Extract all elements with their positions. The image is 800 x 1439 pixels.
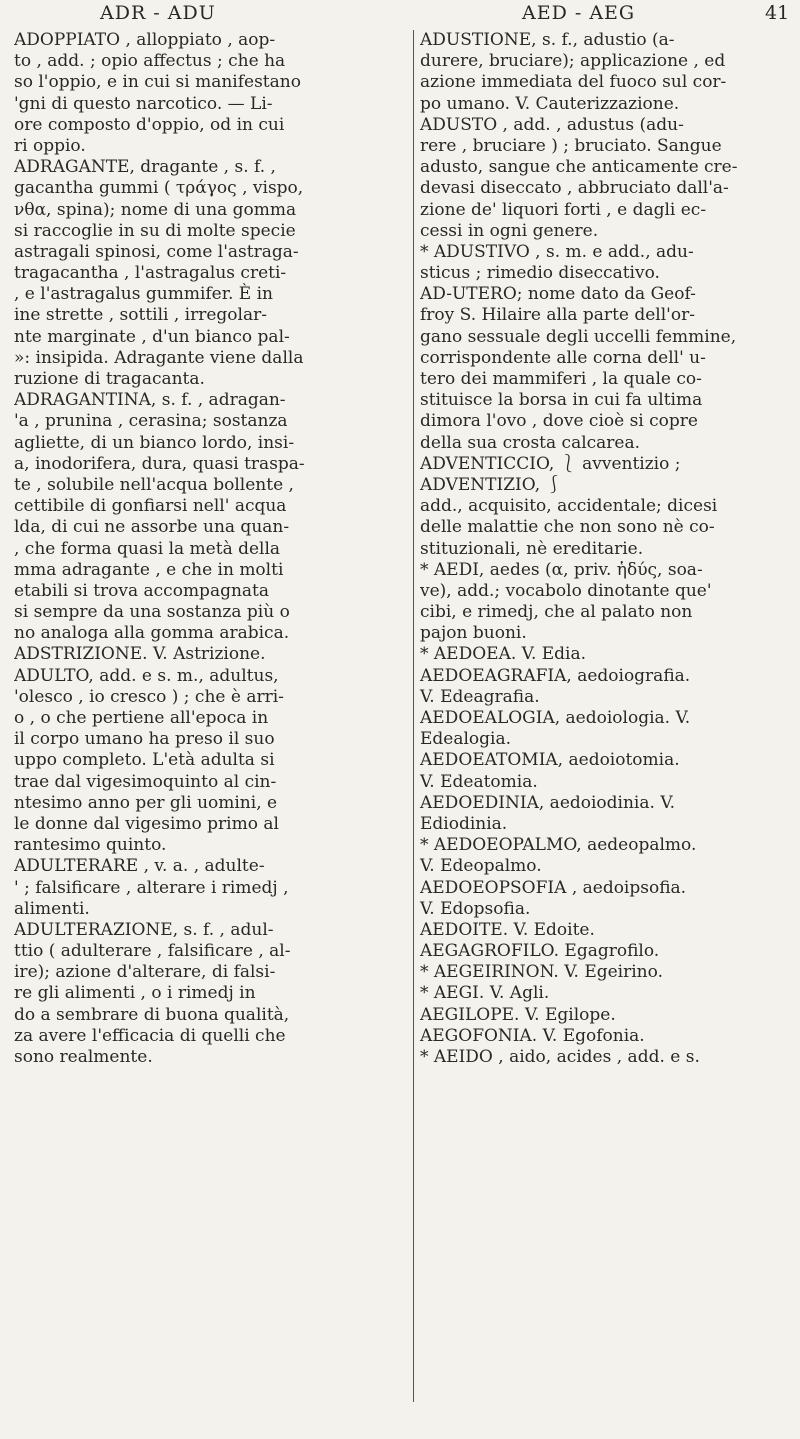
text-line: sono realmente. xyxy=(14,1047,153,1067)
text-line: nte marginate , d'un bianco pal- xyxy=(14,326,290,347)
text-line: delle malattie che non sono nè co- xyxy=(420,517,715,538)
text-line: AEGILOPE. V. Egilope. xyxy=(420,1004,616,1025)
text-line: te , solubile nell'acqua bollente , xyxy=(14,474,294,495)
text-line: »: insipida. Adragante viene dalla xyxy=(14,347,304,368)
text-line: 'gni di questo narcotico. — Li- xyxy=(14,93,273,114)
text-line: ' ; falsificare , alterare i rimedj , xyxy=(14,877,289,898)
text-line: no analoga alla gomma arabica. xyxy=(14,623,290,644)
text-line: AEDOEALOGIA, aedoiologia. V. xyxy=(420,708,691,728)
text-line: uppo completo. L'età adulta si xyxy=(14,750,275,771)
right-column xyxy=(420,30,790,1068)
text-line: durere, bruciare); applicazione , ed xyxy=(420,51,726,72)
text-line: AEGOFONIA. V. Egofonia. xyxy=(420,1025,645,1046)
text-line: ADULTERAZIONE, s. f. , adul- xyxy=(14,919,274,940)
text-line: ADRAGANTINA, s. f. , adragan- xyxy=(14,390,286,411)
text-line: * AEDI, aedes (α, priv. ἡδύς, soa- xyxy=(420,559,703,580)
text-line: froy S. Hilaire alla parte dell'or- xyxy=(420,305,695,326)
text-line: AEDOEAGRAFIA, aedoiografia. xyxy=(420,665,691,686)
text-line: stituisce la borsa in cui fa ultima xyxy=(420,390,703,411)
text-line: sticus ; rimedio diseccativo. xyxy=(420,263,660,284)
text-line: 'a , prunina , cerasina; sostanza xyxy=(14,411,288,432)
running-header-left: ADR - ADU xyxy=(100,2,216,24)
text-line: ri oppio. xyxy=(14,135,86,156)
left-column xyxy=(14,30,406,1068)
text-line: mma adragante , e che in molti xyxy=(14,559,284,580)
text-line: re gli alimenti , o i rimedj in xyxy=(14,983,256,1004)
text-line: ADVENTICCIO, ⎱ avventizio ; xyxy=(420,453,681,474)
text-line: * AEIDO , aido, acides , add. e s. xyxy=(420,1047,700,1067)
text-line: * AEDOEA. V. Edia. xyxy=(420,644,587,665)
text-line: ADUSTIONE, s. f., adustio (a- xyxy=(420,30,675,50)
text-line: gacantha gummi ( τράγος , vispo, xyxy=(14,178,304,199)
text-line: astragali spinosi, come l'astraga- xyxy=(14,241,299,262)
text-line: * AEGI. V. Agli. xyxy=(420,983,550,1004)
text-line: azione immediata del fuoco sul cor- xyxy=(420,72,727,93)
text-line: AEDOEATOMIA, aedoiotomia. xyxy=(420,750,680,771)
text-line: ADULTERARE , v. a. , adulte- xyxy=(14,856,265,877)
text-line: cessi in ogni genere. xyxy=(420,220,599,241)
text-line: ADVENTIZIO, ⎰ xyxy=(420,474,563,495)
text-line: ntesimo anno per gli uomini, e xyxy=(14,792,278,813)
text-line: tero dei mammiferi , la quale co- xyxy=(420,369,702,389)
text-line: V. Edopsofia. xyxy=(420,898,531,919)
text-line: zione de' liquori forti , e dagli ec- xyxy=(420,199,707,220)
text-line: agliette, di un bianco lordo, insi- xyxy=(14,432,295,453)
text-line: o , o che pertiene all'epoca in xyxy=(14,708,269,728)
text-line: AEDOEOPSOFIA , aedoipsofia. xyxy=(420,877,687,898)
text-line: to , add. ; opio affectus ; che ha xyxy=(14,51,286,72)
text-line: etabili si trova accompagnata xyxy=(14,580,270,601)
text-line: ine strette , sottili , irregolar- xyxy=(14,305,267,326)
text-line: so l'oppio, e in cui si manifestano xyxy=(14,72,301,93)
text-line: rantesimo quinto. xyxy=(14,835,167,856)
text-line: add., acquisito, accidentale; dicesi xyxy=(420,496,718,517)
text-line: corrispondente alle corna dell' u- xyxy=(420,347,706,368)
text-line: a, inodorifera, dura, quasi traspa- xyxy=(14,453,305,474)
text-line: le donne dal vigesimo primo al xyxy=(14,813,279,834)
text-line: za avere l'efficacia di quelli che xyxy=(14,1025,286,1046)
text-line: ruzione di tragacanta. xyxy=(14,369,205,389)
text-line: pajon buoni. xyxy=(420,623,527,644)
text-line: , che forma quasi la metà della xyxy=(14,538,281,559)
text-line: AD-UTERO; nome dato da Geof- xyxy=(420,284,696,305)
text-line: po umano. V. Cauterizzazione. xyxy=(420,93,680,114)
text-line: cettibile di gonfiarsi nell' acqua xyxy=(14,496,287,517)
text-line: 'olesco , io cresco ) ; che è arri- xyxy=(14,686,284,707)
text-line: tragacantha , l'astragalus creti- xyxy=(14,263,287,284)
text-line: adusto, sangue che anticamente cre- xyxy=(420,157,738,178)
text-line: della sua crosta calcarea. xyxy=(420,432,641,453)
text-line: ADUSTO , add. , adustus (adu- xyxy=(420,114,684,135)
text-line: νθα, spina); nome di una gomma xyxy=(14,199,297,220)
text-line: si raccoglie in su di molte specie xyxy=(14,220,296,241)
text-line: AEGAGROFILO. Egagrofilo. xyxy=(420,941,660,962)
text-line: ADOPPIATO , alloppiato , aop- xyxy=(14,30,276,50)
page-number: 41 xyxy=(765,2,790,24)
text-line: AEDOEDINIA, aedoiodinia. V. xyxy=(420,792,676,813)
text-line: ttio ( adulterare , falsificare , al- xyxy=(14,941,291,962)
text-line: V. Edeagrafia. xyxy=(420,686,540,707)
text-line: rere , bruciare ) ; bruciato. Sangue xyxy=(420,135,722,156)
text-line: Ediodinia. xyxy=(420,813,508,834)
text-line: devasi diseccato , abbruciato dall'a- xyxy=(420,178,729,199)
text-line: , e l'astragalus gummifer. È in xyxy=(14,284,273,305)
text-line: Edealogia. xyxy=(420,729,512,750)
text-line: * AEGEIRINON. V. Egeirino. xyxy=(420,962,663,983)
text-line: ore composto d'oppio, od in cui xyxy=(14,114,285,135)
text-line: ire); azione d'alterare, di falsi- xyxy=(14,962,276,983)
text-line: ADRAGANTE, dragante , s. f. , xyxy=(14,157,276,178)
text-line: alimenti. xyxy=(14,898,90,919)
text-line: * ADUSTIVO , s. m. e add., adu- xyxy=(420,241,694,262)
text-line: * AEDOEOPALMO, aedeopalmo. xyxy=(420,835,697,856)
text-line: il corpo umano ha preso il suo xyxy=(14,729,275,750)
running-header-right: AED - AEG xyxy=(522,2,636,24)
text-line: do a sembrare di buona qualità, xyxy=(14,1004,290,1025)
text-line: ADULTO, add. e s. m., adultus, xyxy=(14,665,279,686)
text-line: dimora l'ovo , dove cioè si copre xyxy=(420,411,698,432)
text-line: ve), add.; vocabolo dinotante que' xyxy=(420,580,712,601)
text-line: trae dal vigesimoquinto al cin- xyxy=(14,771,277,792)
column-divider xyxy=(413,30,414,1402)
text-line: V. Edeatomia. xyxy=(420,771,538,792)
text-line: si sempre da una sostanza più o xyxy=(14,602,290,623)
text-line: stituzionali, nè ereditarie. xyxy=(420,538,644,559)
text-line: V. Edeopalmo. xyxy=(420,856,542,877)
text-line: gano sessuale degli uccelli femmine, xyxy=(420,326,737,347)
text-line: cibi, e rimedj, che al palato non xyxy=(420,602,693,623)
text-line: lda, di cui ne assorbe una quan- xyxy=(14,517,290,538)
text-line: ADSTRIZIONE. V. Astrizione. xyxy=(14,644,266,665)
text-line: AEDOITE. V. Edoite. xyxy=(420,919,595,940)
